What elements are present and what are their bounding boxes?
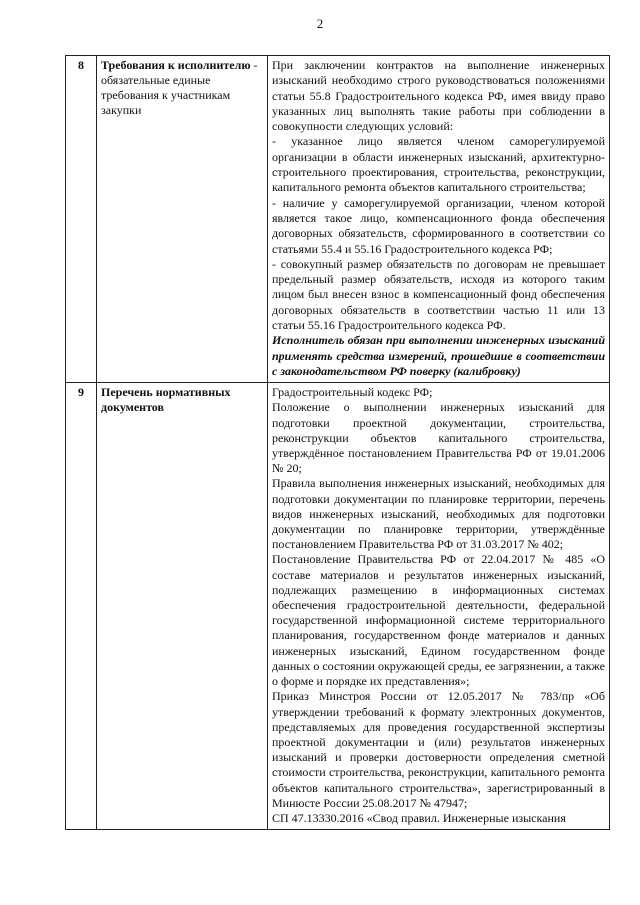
row-number: 8: [66, 56, 97, 383]
paragraph: Градостроительный кодекс РФ;: [272, 385, 433, 400]
requirements-table: [65, 55, 610, 830]
table-row-8: [66, 56, 610, 383]
table-row-9: [66, 383, 610, 830]
paragraph: - указанное лицо является членом саморегулируемой организации в области инженерных изысканий, архитектурно-строительного проектирования, строительства, реконструкции, капитального ремонта объектов капитального строительства;: [272, 134, 605, 195]
row-content: [268, 56, 610, 383]
paragraph: Постановление Правительства РФ от 22.04.2017 № 485 «О составе материалов и результатов инженерных изысканий, подлежащих размещению в информационных системах обеспечения градостроительной деятельности, федеральной государственной информационной системе территориального планирования, государственном фонде материалов и данных инженерных изысканий, Едином государственном фонде данных о состоянии окружающей среды, ее загрязнении, а также о форме и порядке их представления»;: [272, 552, 605, 689]
row-title-bold: Требования к исполнителю: [101, 58, 251, 72]
row-content: [268, 383, 610, 830]
paragraph: Приказ Минстроя России от 12.05.2017 № 783/пр «Об утверждении требований к формату электронных документов, представляемых для проведения государственной экспертизы проектной документации и (или) результатов инженерных изысканий и проверки достоверности определения сметной стоимости строительства, реконструкции, капитального ремонта объектов капитального строительства», зарегистрированный в Минюсте России 25.08.2017 № 47947;: [272, 689, 605, 810]
row-title-bold: Перечень нормативных документов: [101, 385, 231, 415]
paragraph: СП 47.13330.2016 «Свод правил. Инженерные изыскания: [272, 810, 566, 825]
row-title: [97, 56, 268, 383]
row-title: [97, 383, 268, 830]
emphasis-paragraph: Исполнитель обязан при выполнении инженерных изысканий применять средства измерений, прошедшие в соответствии с законодательством РФ поверку (калибровку): [272, 333, 605, 378]
row-title-rest: - обязательные единые требования к участникам закупки: [101, 58, 258, 117]
paragraph: - совокупный размер обязательств по договорам не превышает предельный размер обязательств, исходя из которого таким лицом был внесен взнос в компенсационный фонд обеспечения договорных обязательств в соответствии частью 11 или 13 статьи 55.16 Градостроительного кодекса РФ.: [272, 256, 605, 333]
paragraph: - наличие у саморегулируемой организации, членом которой является такое лицо, компенсационного фонда обеспечения договорных обязательств, сформированного в соответствии со статьями 55.4 и 55.16 Градостроительного кодекса РФ;: [272, 195, 605, 256]
row-number: 9: [66, 383, 97, 830]
paragraph: Положение о выполнении инженерных изысканий для подготовки проектной документации, строительства, реконструкции объектов капитального строительства, утверждённое постановлением Правительства РФ от 19.01.2006 № 20;: [272, 400, 605, 476]
page-number: 2: [316, 16, 324, 31]
paragraph: Правила выполнения инженерных изысканий, необходимых для подготовки документации по планировке территории, перечень видов инженерных изысканий, необходимых для подготовки документации по планировке территории, утверждённые постановлением Правительства РФ от 31.03.2017 № 402;: [272, 476, 605, 552]
paragraph: При заключении контрактов на выполнение инженерных изысканий необходимо строго руководствоваться положениями статьи 55.8 Градостроительного кодекса РФ, имея ввиду право указанных лиц выполнять такие работы при соблюдении в совокупности следующих условий:: [272, 58, 605, 134]
